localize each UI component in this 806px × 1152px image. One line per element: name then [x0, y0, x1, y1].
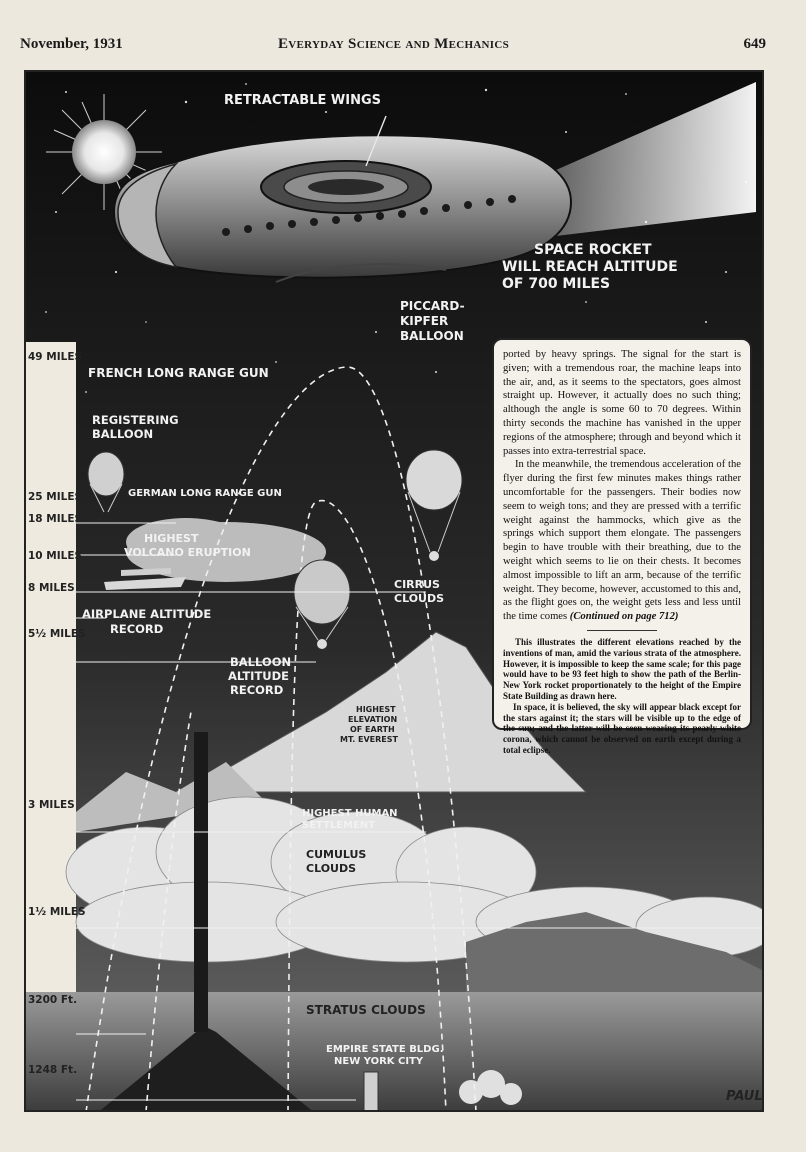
label-cirrus-2: CLOUDS — [394, 592, 445, 605]
label-german-gun: GERMAN LONG RANGE GUN — [128, 488, 282, 499]
empire-state-building — [364, 1072, 378, 1112]
label-cumulus-1: CUMULUS — [306, 848, 367, 861]
label-retractable-wings: RETRACTABLE WINGS — [224, 93, 381, 108]
label-empire-2: NEW YORK CITY — [334, 1056, 424, 1067]
article-paragraph-1: ported by heavy springs. The signal for the start is given; with a tremendous roar, the machine leaps into the air, and, as it seems to the spectators, goes almost straight up. However, it actually does no such thing; although the angle is some 60 to 70 degrees. Within thirty seconds the machine has vanished in the upper regions of the atmosphere; through and beyond which it passes into extra-terrestrial space. — [503, 349, 741, 457]
label-piccard-3: BALLOON — [400, 329, 464, 343]
label-balloon-record-2: ALTITUDE — [228, 669, 290, 683]
label-piccard-1: PICCARD- — [400, 299, 465, 313]
label-everest-3: OF EARTH — [350, 725, 395, 734]
scale-25-miles: 25 MILES — [28, 491, 83, 503]
scale-5-half-miles: 5½ MILES — [28, 628, 86, 640]
label-stratus: STRATUS CLOUDS — [306, 1003, 426, 1017]
scale-49-miles: 49 MILES — [28, 351, 83, 363]
label-airplane-1: AIRPLANE ALTITUDE — [82, 607, 212, 621]
label-everest-4: MT. EVEREST — [340, 735, 398, 744]
label-airplane-2: RECORD — [110, 622, 164, 636]
caption-paragraph-1: This illustrates the different elevations reached by the inventions of man, amid the various strata of the atmosphere. However, it is impossible to keep the same scale; for this page would have to be 93 feet high to show the path of the Berlin-New York rocket proportionately to the height of the Empire State Building as drawn here. — [503, 636, 741, 701]
altitude-illustration — [24, 70, 764, 1112]
issue-date: November, 1931 — [20, 36, 123, 52]
label-settlement-1: HIGHEST HUMAN — [302, 808, 398, 819]
label-space-rocket-1: SPACE ROCKET — [534, 242, 652, 258]
scale-18-miles: 18 MILES — [28, 513, 83, 525]
page-header — [20, 36, 766, 56]
label-registering-2: BALLOON — [92, 427, 154, 441]
label-french-gun: FRENCH LONG RANGE GUN — [88, 366, 269, 380]
article-textbox — [492, 338, 752, 755]
scale-3-miles: 3 MILES — [28, 799, 75, 811]
label-space-rocket-2: WILL REACH ALTITUDE — [502, 259, 678, 275]
label-registering-1: REGISTERING — [92, 413, 179, 427]
magazine-title: Everyday Science and Mechanics — [278, 36, 510, 52]
label-everest-2: ELEVATION — [348, 715, 398, 724]
scale-10-miles: 10 MILES — [28, 550, 83, 562]
label-empire-1: EMPIRE STATE BLDG. — [326, 1044, 444, 1055]
article-paragraph-2 — [503, 458, 741, 624]
label-volcano-1: HIGHEST — [144, 532, 199, 545]
label-cirrus-1: CIRRUS — [394, 578, 440, 591]
continued-reference: (Continued on page 712) — [569, 611, 679, 623]
label-balloon-record-3: RECORD — [230, 683, 284, 697]
scale-3200-ft: 3200 Ft. — [28, 994, 78, 1006]
scale-1248-ft: 1248 Ft. — [28, 1064, 78, 1076]
label-cumulus-2: CLOUDS — [306, 862, 357, 875]
divider — [587, 630, 657, 631]
label-volcano-2: VOLCANO ERUPTION — [124, 546, 251, 559]
label-space-rocket-3: OF 700 MILES — [502, 276, 611, 292]
scale-1-half-miles: 1½ MILES — [28, 906, 86, 918]
eruption-column — [194, 732, 208, 1032]
label-everest-1: HIGHEST — [356, 705, 396, 714]
label-settlement-2: SETTLEMENT — [302, 820, 376, 831]
artist-signature: PAUL — [726, 1089, 763, 1104]
label-piccard-2: KIPFER — [400, 314, 449, 328]
page-number: 649 — [743, 36, 766, 52]
caption-paragraph-2: In space, it is believed, the sky will appear black except for the stars against it; the stars will be visible up to the edge of the sun; and the latter will be seen wearing its pearly-white corona, which cannot be observed on earth except during a total eclipse. — [503, 701, 741, 755]
label-balloon-record-1: BALLOON — [230, 655, 292, 669]
article-paragraph-2-text: In the meanwhile, the tremendous acceleration of the flyer during the first few minutes makes things rather uncomfortable for the passengers. Their bodies now seem to weigh tons; and they are pressed with a terrific weight against the hammocks, which give as the springs which support them elongate. The passengers begin to have trouble with their breathing, due to the weight which seems to lie on their chests. It becomes almost impossible to lift an arm, because of the terrific weight. They become, however, accustomed to this and, as the flight goes on, the weight gets less and less until the time comes — [503, 459, 741, 623]
scale-8-miles: 8 MILES — [28, 582, 75, 594]
